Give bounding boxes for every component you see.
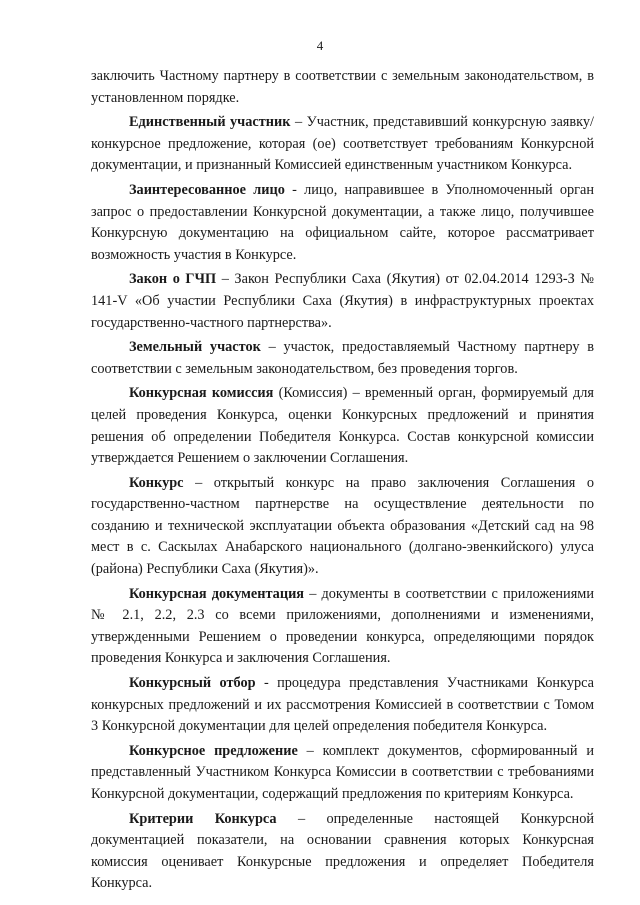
definition-text: – участок, предоставляемый Частному партнеру в соответствии с земельным законодательством, без проведения торгов. <box>91 339 595 377</box>
definition-text: – Участник, представивший конкурсную заявку/конкурсное предложение, которая (ое) соответствует требованиям Конкурсной документации, и признанный Комиссией единственным участником Конкурса. <box>91 114 594 174</box>
page-number: 4 <box>316 38 324 53</box>
definition-term: Конкурсная документация <box>129 585 305 602</box>
definition-term: Критерии Конкурса <box>129 810 277 827</box>
definition-term: Конкурсный отбор <box>129 675 256 692</box>
definition-sole-participant <box>91 112 594 177</box>
definition-term: Конкурсное предложение <box>129 742 298 759</box>
definition-text: – документы в соответствии с приложениями № 2.1, 2.2, 2.3 со всеми приложениями, дополнениями и изменениями, утвержденными Решением о проведении конкурса, определяющими порядок проведения Конкурса и заключения Соглашения. <box>91 585 594 667</box>
paragraph-continuation <box>91 66 594 109</box>
definition-interested-party <box>91 180 594 266</box>
definition-term: Закон о ГЧП <box>129 271 217 288</box>
document-body <box>91 66 594 898</box>
definition-term: Конкурсная комиссия <box>129 385 274 402</box>
definition-text: - процедура представления Участниками Конкурса конкурсных предложений и их рассмотрения Комиссией в соответствии с Томом 3 Конкурсной документации для целей определения победителя Конкурса. <box>91 675 594 735</box>
definition-term: Единственный участник <box>129 114 291 131</box>
definition-tender-commission <box>91 383 594 469</box>
definition-text: – определенные настоящей Конкурсной документацией показатели, на основании сравнения которых Конкурсная комиссия оценивает Конкурсные предложения и определяет Победителя Конкурса. <box>91 810 594 892</box>
definition-text: - лицо, направившее в Уполномоченный орган запрос о предоставлении Конкурсной документации, а также лицо, получившее Конкурсную документацию на официальном сайте, которое рассматривает возможность участия в Конкурсе. <box>91 181 594 263</box>
definition-tender-proposal <box>91 741 594 806</box>
definition-term: Конкурс <box>129 474 184 491</box>
definition-text: – открытый конкурс на право заключения Соглашения о государственно-частном партнерстве на осуществление деятельности по созданию и технической эксплуатации объекта образования «Детский сад на 98 мест в с. Саскылах Анабарского национального (долгано-эвенкийского) улуса (района) Республики Саха (Якутия)». <box>91 474 594 578</box>
definition-tender <box>91 473 594 581</box>
definition-ppp-law <box>91 269 594 334</box>
definition-tender-selection <box>91 673 594 738</box>
paragraph-text: заключить Частному партнеру в соответствии с земельным законодательством, в установленном порядке. <box>91 68 594 106</box>
definition-land-plot <box>91 337 594 380</box>
definition-text: – Закон Республики Саха (Якутия) от 02.04.2014 1293-З № 141-V «Об участии Республики Саха (Якутия) в инфраструктурных проектах государственно-частного партнерства». <box>91 271 594 331</box>
definition-tender-criteria <box>91 809 594 895</box>
definition-text: (Комиссия) – временный орган, формируемый для целей проведения Конкурса, оценки Конкурсных предложений и принятия решения об определении Победителя Конкурса. Состав конкурсной комиссии утверждается Решением о заключении Соглашения. <box>91 385 594 467</box>
definition-tender-documentation <box>91 584 594 670</box>
definition-term: Земельный участок <box>129 339 261 356</box>
definition-text: – комплект документов, сформированный и представленный Участником Конкурса Комиссии в соответствии с требованиями Конкурсной документации, содержащий предложения по критериям Конкурса. <box>91 742 595 802</box>
definition-term: Заинтересованное лицо <box>129 181 285 198</box>
